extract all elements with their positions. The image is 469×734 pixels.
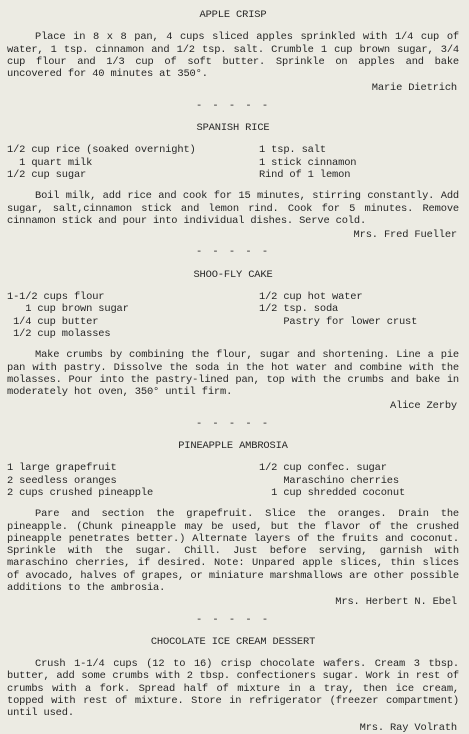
- section-divider: - - - - -: [195, 99, 271, 112]
- recipe-chocolate-ice-cream-dessert: [7, 636, 459, 734]
- recipe-directions: Make crumbs by combining the flour, sugar and shortening. Line a pie pan with pastry. Dissolve the soda in the hot water and combine with the molasses. Pour into the pastry-lined pan, top with the crumbs and bake in moderately hot oven, 350° until firm.: [7, 349, 459, 399]
- ingredient: 1-1/2 cups flour: [7, 291, 105, 304]
- recipe-apple-crisp: [7, 9, 459, 95]
- ingredient: 1 stick cinnamon: [259, 156, 357, 169]
- ingredient: 1/2 cup confec. sugar: [259, 462, 387, 475]
- ingredient: 1/2 cup rice (soaked overnight): [7, 144, 196, 157]
- recipe-title: APPLE CRISP: [199, 9, 267, 21]
- ingredient: 1/2 cup hot water: [259, 291, 363, 304]
- ingredient: Maraschino cherries: [259, 474, 399, 487]
- ingredient-list: [7, 144, 459, 181]
- section-divider: - - - - -: [195, 246, 271, 259]
- recipe-author: Marie Dietrich: [371, 82, 457, 95]
- ingredient: 2 seedless oranges: [7, 474, 117, 487]
- ingredient-list: [7, 462, 459, 499]
- ingredient: 1/2 cup molasses: [7, 327, 111, 340]
- recipe-shoo-fly-cake: [7, 269, 459, 413]
- ingredient: 1 cup brown sugar: [7, 303, 129, 316]
- ingredient: 2 cups crushed pineapple: [7, 486, 154, 499]
- ingredient-list: [7, 291, 459, 340]
- recipe-pineapple-ambrosia: [7, 440, 459, 609]
- recipe-title: CHOCOLATE ICE CREAM DESSERT: [150, 635, 316, 648]
- recipe-directions: Boil milk, add rice and cook for 15 minutes, stirring constantly. Add sugar, salt,cinnamon stick and lemon rind. Cook for 5 minutes. Remove cinnamon stick and pour into individual dishes. Serve cold.: [7, 190, 459, 227]
- ingredient: 1/2 tsp. soda: [259, 303, 339, 316]
- ingredient: 1 quart milk: [7, 156, 93, 169]
- ingredient: 1 cup shredded coconut: [259, 486, 406, 499]
- recipe-author: Mrs. Fred Fueller: [353, 229, 457, 242]
- ingredient: 1 tsp. salt: [259, 144, 326, 157]
- ingredient: Pastry for lower crust: [259, 315, 418, 328]
- recipe-author: Alice Zerby: [390, 400, 457, 413]
- ingredient: 1/4 cup butter: [7, 315, 99, 328]
- ingredient: 1 large grapefruit: [7, 462, 117, 475]
- recipe-title: SHOO-FLY CAKE: [193, 268, 273, 281]
- recipe-title: SPANISH RICE: [196, 122, 270, 135]
- recipe-directions: Pare and section the grapefruit. Slice the oranges. Drain the pineapple. (Chunk pineapple may be used, but the flavor of the crushed pineapple penetrates better.) Alternate layers of the fruits and coconut. Sprinkle with the sugar. Chill. Just before serving, garnish with maraschino cherries, if desired. Note: Unpared apple slices, thin slices of avocado, halves of grapes, or miniature marshmallows are other possible additions to the ambrosia.: [7, 508, 459, 594]
- ingredient: 1/2 cup sugar: [7, 168, 87, 181]
- ingredient: Rind of 1 lemon: [259, 168, 351, 181]
- recipe-directions: Place in 8 x 8 pan, 4 cups sliced apples sprinkled with 1/4 cup of water, 1 tsp. cinnamon and 1/2 tsp. salt. Crumble 1 cup brown sugar, 3/4 cup flour and 1/3 cup of soft butter. Sprinkle on apples and bake uncovered for 40 minutes at 350°.: [7, 31, 459, 81]
- section-divider: - - - - -: [195, 613, 271, 626]
- recipe-spanish-rice: [7, 122, 459, 241]
- recipe-author: Mrs. Herbert N. Ebel: [335, 596, 457, 609]
- recipe-title: PINEAPPLE AMBROSIA: [178, 440, 288, 453]
- recipe-author: Mrs. Ray Volrath: [359, 721, 457, 734]
- recipe-directions: Crush 1-1/4 cups (12 to 16) crisp chocolate wafers. Cream 3 tbsp. butter, add some crumbs with 2 tbsp. confectioners sugar. Work in rest of crumbs with a fork. Spread half of mixture in a tray, then ice cream, topped with rest of mixture. Store in refrigerator (freezer compartment) until used.: [7, 658, 459, 720]
- section-divider: - - - - -: [195, 417, 271, 430]
